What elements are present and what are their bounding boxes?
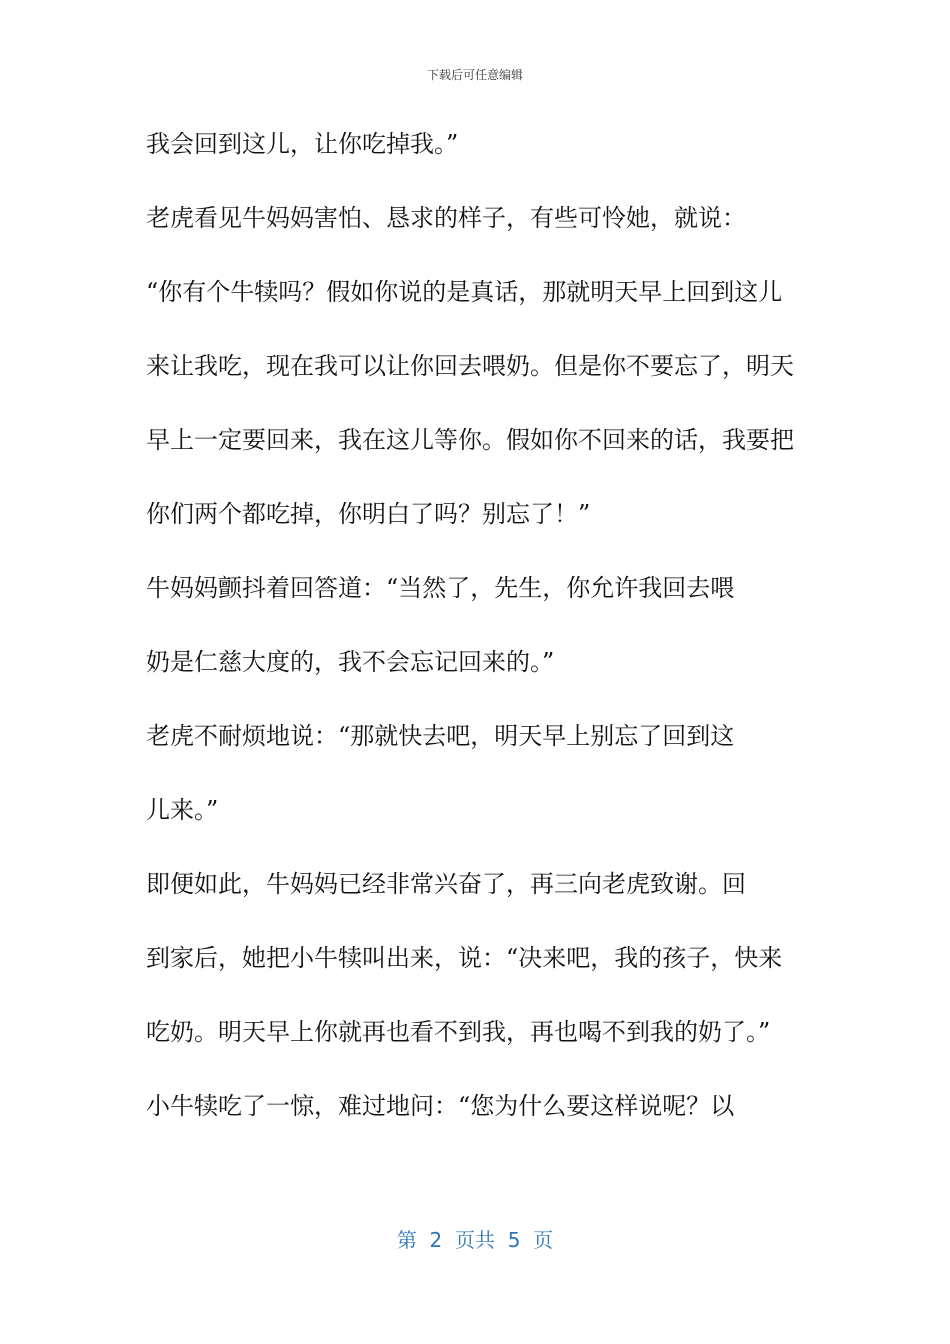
text-line: 到家后，她把小牛犊叫出来，说：“决来吧，我的孩子，快来 bbox=[146, 944, 783, 972]
text-line: 儿来。” bbox=[146, 796, 219, 824]
text-line: 你们两个都吃掉，你明白了吗？别忘了！” bbox=[146, 500, 591, 528]
text-line: “你有个牛犊吗？假如你说的是真话，那就明天早上回到这儿 bbox=[146, 278, 783, 306]
page-header: 下载后可任意编辑 bbox=[426, 68, 523, 82]
text-line: 老虎不耐烦地说：“那就快去吧，明天早上别忘了回到这 bbox=[146, 722, 735, 750]
text-line: 小牛犊吃了一惊，难过地问：“您为什么要这样说呢？以 bbox=[146, 1092, 735, 1120]
text-line: 来让我吃，现在我可以让你回去喂奶。但是你不要忘了，明天 bbox=[146, 352, 794, 380]
text-line: 我会回到这儿，让你吃掉我。” bbox=[146, 130, 459, 158]
text-line: 牛妈妈颤抖着回答道：“当然了，先生，你允许我回去喂 bbox=[146, 574, 735, 602]
page-number-footer: 第 2 页共 5 页 bbox=[396, 1228, 554, 1252]
text-line: 老虎看见牛妈妈害怕、恳求的样子，有些可怜她，就说： bbox=[146, 204, 746, 232]
text-line: 即便如此，牛妈妈已经非常兴奋了，再三向老虎致谢。回 bbox=[146, 870, 746, 898]
text-line: 奶是仁慈大度的，我不会忘记回来的。” bbox=[146, 648, 555, 676]
text-line: 早上一定要回来，我在这儿等你。假如你不回来的话，我要把 bbox=[146, 426, 794, 454]
text-line: 吃奶。明天早上你就再也看不到我，再也喝不到我的奶了。” bbox=[146, 1018, 771, 1046]
